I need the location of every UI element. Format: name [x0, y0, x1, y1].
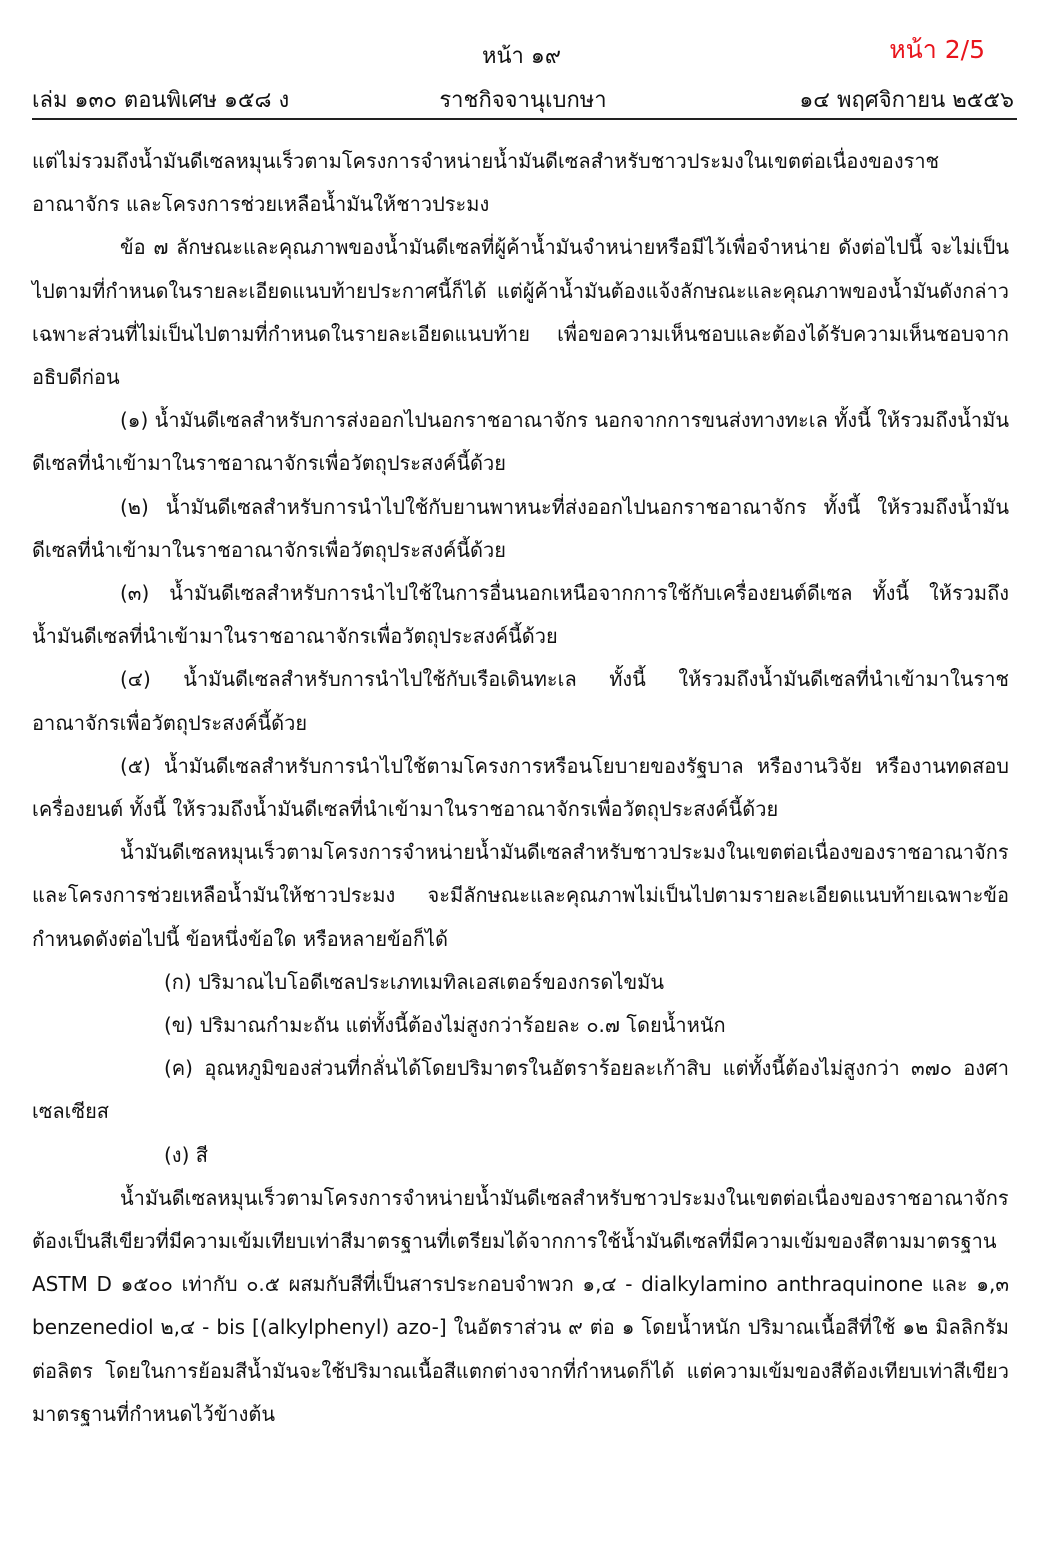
- item-4: (๔) น้ำมันดีเซลสำหรับการนำไปใช้กับเรือเดินทะเล ทั้งนี้ ให้รวมถึงน้ำมันดีเซลที่นำเข้ามาในราชอาณาจักรเพื่อวัตถุประสงค์นี้ด้วย: [32, 667, 1009, 735]
- page-counter: หน้า 2/5: [889, 35, 985, 64]
- fishery-diesel-paragraph: น้ำมันดีเซลหมุนเร็วตามโครงการจำหน่ายน้ำมันดีเซลสำหรับชาวประมงในเขตต่อเนื่องของราชอาณาจักรและโครงการช่วยเหลือน้ำมันให้ชาวประมง จะมีลักษณะและคุณภาพไม่เป็นไปตามรายละเอียดแนบท้ายเฉพาะข้อกำหนดดังต่อไปนี้ ข้อหนึ่งข้อใด หรือหลายข้อก็ได้: [32, 840, 1009, 951]
- item-2: (๒) น้ำมันดีเซลสำหรับการนำไปใช้กับยานพาหนะที่ส่งออกไปนอกราชอาณาจักร ทั้งนี้ ให้รวมถึงน้ำมันดีเซลที่นำเข้ามาในราชอาณาจักรเพื่อวัตถุประสงค์นี้ด้วย: [32, 494, 1009, 562]
- paragraph-continuation: แต่ไม่รวมถึงน้ำมันดีเซลหมุนเร็วตามโครงการจำหน่ายน้ำมันดีเซลสำหรับชาวประมงในเขตต่อเนื่องของราชอาณาจักร และโครงการช่วยเหลือน้ำมันให้ชาวประมง: [32, 149, 940, 217]
- sub-item-a: (ก) ปริมาณไบโอดีเซลประเภทเมทิลเอสเตอร์ของกรดไขมัน: [164, 969, 664, 994]
- sub-item-b: (ข) ปริมาณกำมะถัน แต่ทั้งนี้ต้องไม่สูงกว่าร้อยละ ๐.๗ โดยน้ำหนัก: [164, 1013, 726, 1038]
- color-specification-paragraph: น้ำมันดีเซลหมุนเร็วตามโครงการจำหน่ายน้ำมันดีเซลสำหรับชาวประมงในเขตต่อเนื่องของราชอาณาจักร ต้องเป็นสีเขียวที่มีความเข้มเทียบเท่าสีมาตรฐานที่เตรียมได้จากการใช้น้ำมันดีเซลที่มีความเข้มของสีตามมาตรฐาน ASTM D ๑๕๐๐ เท่ากับ ๐.๕ ผสมกับสีที่เป็นสารประกอบจำพวก ๑,๔ - dialkylamino anthraquinone และ ๑,๓ benzenediol ๒,๔ - bis [(alkylphenyl) azo-] ในอัตราส่วน ๙ ต่อ ๑ โดยน้ำหนัก ปริมาณเนื้อสีที่ใช้ ๑๒ มิลลิกรัมต่อลิตร โดยในการย้อมสีน้ำมันจะใช้ปริมาณเนื้อสีแตกต่างจากที่กำหนดก็ได้ แต่ความเข้มของสีต้องเทียบเท่าสีเขียวมาตรฐานที่กำหนดไว้ข้างต้น: [32, 1185, 1010, 1426]
- item-1: (๑) น้ำมันดีเซลสำหรับการส่งออกไปนอกราชอาณาจักร นอกจากการขนส่งทางทะเล ทั้งนี้ ให้รวมถึงน้ำมันดีเซลที่นำเข้ามาในราชอาณาจักรเพื่อวัตถุประสงค์นี้ด้วย: [32, 408, 1009, 476]
- publication-name: ราชกิจจานุเบกษา: [439, 88, 607, 113]
- header-divider: [32, 118, 1017, 120]
- item-3: (๓) น้ำมันดีเซลสำหรับการนำไปใช้ในการอื่นนอกเหนือจากการใช้กับเครื่องยนต์ดีเซล ทั้งนี้ ให้รวมถึงน้ำมันดีเซลที่นำเข้ามาในราชอาณาจักรเพื่อวัตถุประสงค์นี้ด้วย: [32, 581, 1009, 649]
- sub-item-d: (ง) สี: [164, 1142, 208, 1167]
- document-body: [32, 140, 1009, 1436]
- sub-item-c: (ค) อุณหภูมิของส่วนที่กลั่นได้โดยปริมาตรในอัตราร้อยละเก้าสิบ แต่ทั้งนี้ต้องไม่สูงกว่า ๓๗๐ องศาเซลเซียส: [32, 1056, 1009, 1124]
- volume-issue: เล่ม ๑๓๐ ตอนพิเศษ ๑๕๘ ง: [32, 88, 290, 113]
- publication-date: ๑๔ พฤศจิกายน ๒๕๕๖: [799, 88, 1014, 113]
- clause-7: ข้อ ๗ ลักษณะและคุณภาพของน้ำมันดีเซลที่ผู้ค้าน้ำมันจำหน่ายหรือมีไว้เพื่อจำหน่าย ดังต่อไปนี้ จะไม่เป็นไปตามที่กำหนดในรายละเอียดแนบท้ายประกาศนี้ก็ได้ แต่ผู้ค้าน้ำมันต้องแจ้งลักษณะและคุณภาพของน้ำมันดังกล่าวเฉพาะส่วนที่ไม่เป็นไปตามที่กำหนดในรายละเอียดแนบท้าย เพื่อขอความเห็นชอบและต้องได้รับความเห็นชอบจากอธิบดีก่อน: [32, 235, 1009, 390]
- gazette-header: [32, 82, 1014, 116]
- item-5: (๕) น้ำมันดีเซลสำหรับการนำไปใช้ตามโครงการหรือนโยบายของรัฐบาล หรืองานวิจัย หรืองานทดสอบเครื่องยนต์ ทั้งนี้ ให้รวมถึงน้ำมันดีเซลที่นำเข้ามาในราชอาณาจักรเพื่อวัตถุประสงค์นี้ด้วย: [32, 753, 1009, 822]
- gazette-page-number: หน้า ๑๙: [482, 44, 561, 69]
